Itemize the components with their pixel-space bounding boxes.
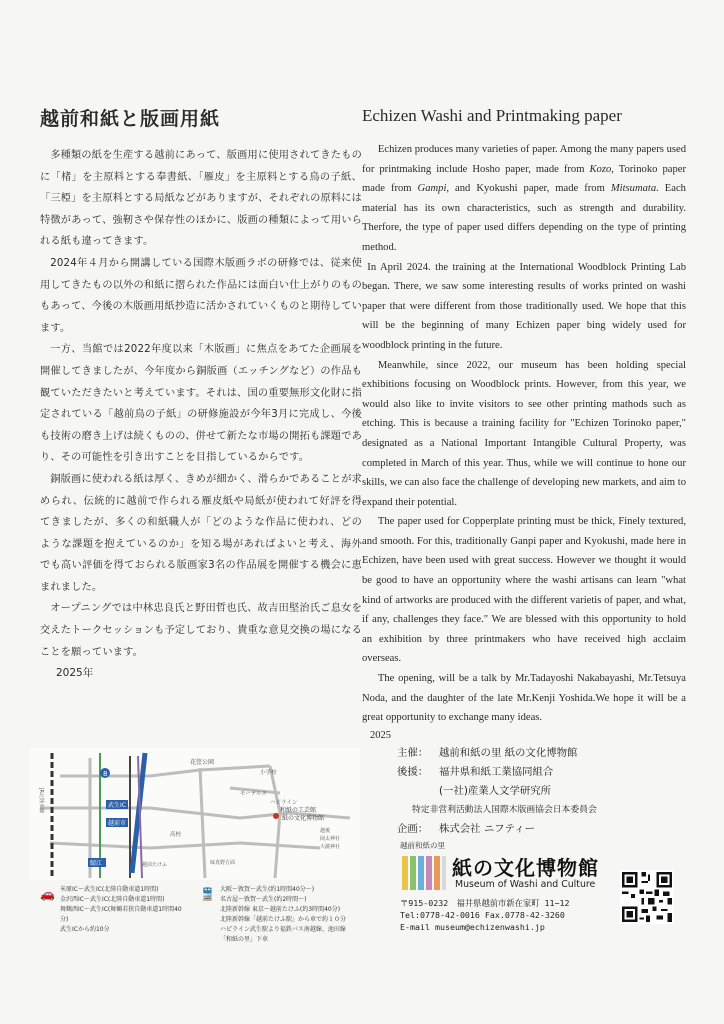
- logo-mark-icon: [400, 854, 448, 892]
- car-route: 武生ICから約10分: [60, 926, 110, 933]
- mitsumata-term: Mitsumata: [610, 183, 657, 195]
- en-text: , Torinoko paper made from: [362, 163, 686, 195]
- english-paragraph: The opening, will be a talk by Mr.Tadayoshi Nakabayashi, Mr.Tetsuya Noda, and the daughter of the late Mr.Kenji Yoshida.We hope it will be a great opportunity to exchange many ideas.: [362, 673, 686, 724]
- en-text: . Each material has its own characteristics, such as strength and durability. Therfore, the type of paper used differs depending on the type of printing method.: [362, 183, 686, 253]
- car-route: 米原IC〜武生IC(北陸自動車道1時間): [60, 886, 159, 893]
- organizer-label: 主催：: [397, 747, 429, 759]
- sabae-label: 鯖江: [90, 860, 103, 867]
- en-text: , and Kyokushi paper, made from: [446, 183, 611, 195]
- english-column: [362, 104, 686, 741]
- factory-label: 和紙の工芸館: [280, 807, 317, 814]
- organizer-value: 越前和紙の里 紙の文化博物館: [439, 747, 578, 759]
- museum-marker-icon: [273, 813, 279, 819]
- map-graphic: [30, 748, 360, 880]
- en-text: Echizen produces many varieties of paper. Among the many papers used for printmaking include Hosho paper, made from: [362, 144, 686, 175]
- car-icon: 🚗: [40, 887, 55, 901]
- english-paragraph: Meanwhile, since 2022, our museum has been holding special exhibitions focusing on Woodblock prints. However, from this year, we would also like to invite visitors to see other printing mathods such as etching. This is because a training facility for "Echizen Torinoko paper," designated as a National Important Intangible Cultural Property, was completed in March of this year. Thus, while we will continue to hone our skills, we can also face the challenge of developing new markets, and aim to expand their potential.: [362, 359, 686, 508]
- qr-code-icon[interactable]: [620, 870, 674, 924]
- logo-japanese: 紙の文化博物館: [452, 856, 599, 880]
- planning-row: [397, 820, 697, 839]
- planning-label: 企画：: [397, 823, 429, 835]
- okotaki-label: 岡太神社: [320, 836, 341, 842]
- train-route: 北陸新幹線「越前たけふ駅」から車で約１０分: [220, 916, 347, 923]
- car-route: 舞鶴西IC〜武生IC(舞鶴若狭自動車道1時間40分): [60, 906, 182, 923]
- jr-label: JR北陸本線: [38, 788, 44, 813]
- english-title: Echizen Washi and Printmaking paper: [362, 106, 622, 125]
- support-label: 後援：: [397, 766, 429, 778]
- hapiline-label: ハピライン: [270, 800, 298, 806]
- access-map: [30, 748, 360, 880]
- japanese-paragraph: 2024年４月から開講している国際木版画ラボの研修では、従来使用してきたもの以外の和紙に摺られた作品には面白い仕上がりのものもあって、今後の木版画用紙抄造に活かされていくものと期待しています。: [40, 257, 363, 334]
- address-block: [400, 897, 620, 934]
- museum-map-label: 紙の文化博物館: [282, 815, 325, 822]
- support-value: (一社)産業人文学研究所: [439, 785, 552, 797]
- support-row: [397, 801, 697, 820]
- japanese-title: 越前和紙と版画用紙: [40, 108, 221, 130]
- station-label: 越前市: [108, 820, 127, 827]
- kozo-term: Kozo: [589, 163, 612, 175]
- school-label: 小学校: [260, 770, 277, 776]
- gampi-term: Gampi: [417, 183, 447, 195]
- english-paragraph: The paper used for Copperplate printing must be thick, Finely textured, and smooth. For this, traditionally Ganpi paper and Kyokushi, made here in Echizen, have been used with great success. However we thought it would be good to have an opportunity where the washi artisans can learn "what kind of artworks are produced with the different varietis of paper, and what, if any, challenges they face." We are blessed with this opportunity to hold an exhibition by three printmakers who have received high acclaim overseas.: [362, 516, 686, 665]
- japanese-paragraph: 多種類の紙を生産する越前にあって、版画用に使用されてきたものに「楮」を主原料とする奉書紙、「雁皮」を主原料とする鳥の子紙、「三椏」を主原料とする局紙などがありますが、それぞれの原料には特徴があって、強靭さや保存性のほかに、版画の種類によって用いられる紙も違ってきます。: [40, 150, 363, 248]
- support-value: 福井県和紙工業協同組合: [439, 766, 554, 778]
- japanese-paragraph: 一方、当館では2022年度以来「木版画」に焦点をあてた企画展を開催してきましたが、今年度から銅版画（エッチングなど）の作品も観ていただきたいと考えています。それは、国の重要無形文化財に指定されている「越前鳥の子紙」の研修施設が今年3月に完成し、今後も技術の磨き上げは続くものの、併せて新たな市場の開拓も課題であり、その可能性を引き出すことを目指しているからです。: [40, 344, 362, 464]
- access-train: [200, 885, 350, 945]
- phone-fax: Tel:0778-42-0016 Fax.0778-42-3260: [400, 910, 565, 921]
- otaki-label: 大瀧神社: [320, 844, 341, 850]
- park-label: 花筐公園: [190, 759, 215, 766]
- postal-address: 〒915-0232 福井県越前市新在家町 11−12: [400, 898, 570, 908]
- takefu-ic-label: 武生IC: [108, 802, 126, 809]
- echizen-takefu-label: 越前たけふ: [142, 862, 168, 868]
- planning-value: 株式会社 ニフティー: [439, 823, 535, 835]
- support-value: 特定非営利活動法人国際木版画協会日本委員会: [412, 805, 597, 815]
- japanese-paragraph: 銅版画に使われる紙は厚く、きめが細かく、滑らかであることが求められ、伝統的に越前で作られる雁皮紙や局紙が使われて好評を得てきましたが、多くの和紙職人が「どのような作品に使われ、どのような課題を抱えているのか」を知る場があればよいと考え、海外でも高い評価を得ておられる版画家3名の作品展を開催する機会に恵まれました。: [40, 473, 362, 593]
- train-route: 大阪〜敦賀〜武生(約1時間40分〜): [220, 886, 315, 893]
- train-route: ハピライン武生駅より福鉄バス南越線、池田線「和紙の里」下車: [220, 926, 346, 943]
- car-route: 金沢西IC〜武生IC(北陸自動車道1時間): [60, 896, 165, 903]
- kozo-label: 越後: [320, 828, 331, 834]
- sponsors: [397, 744, 697, 839]
- support-row: [397, 763, 697, 782]
- japanese-year: 2025年: [56, 667, 94, 680]
- route-8-label: 8: [103, 770, 108, 778]
- motel-label: モーテルス: [240, 791, 267, 797]
- logo-english: Museum of Washi and Culture: [455, 879, 596, 890]
- train-icon: 🚆: [200, 887, 215, 901]
- japanese-column: [40, 104, 362, 680]
- train-route: 名古屋〜敦賀〜武生(約2時間〜): [220, 896, 307, 903]
- email: E-mail museum@echizenwashi.jp: [400, 922, 545, 933]
- english-year: 2025: [370, 729, 391, 741]
- english-paragraph: [362, 140, 686, 258]
- support-row: [397, 782, 697, 801]
- access-car: [40, 885, 190, 935]
- japanese-paragraph: オープニングでは中林忠良氏と野田哲也氏、故吉田堅治氏ご息女を交えたトークセッションも予定しており、貴重な意見交換の場になることを願っています。: [40, 603, 362, 658]
- logo-subtitle: 越前和紙の里: [400, 841, 445, 850]
- direction-label: 味真野方面: [210, 860, 236, 866]
- english-paragraph: In April 2024. the training at the International Woodblock Printing Lab began. There, we saw some interesting results of works printed on washi paper that were different from those traditionally used. We hope that this will be the beginning of many Echizen paper bing widely used for woodblock printing in the future.: [362, 261, 686, 351]
- museum-logo: [400, 840, 612, 894]
- train-route: 北陸新幹線 東京〜越前たけふ(約3時間40分): [220, 906, 341, 913]
- organizer-row: [397, 744, 697, 763]
- high-school-label: 高校: [170, 832, 182, 838]
